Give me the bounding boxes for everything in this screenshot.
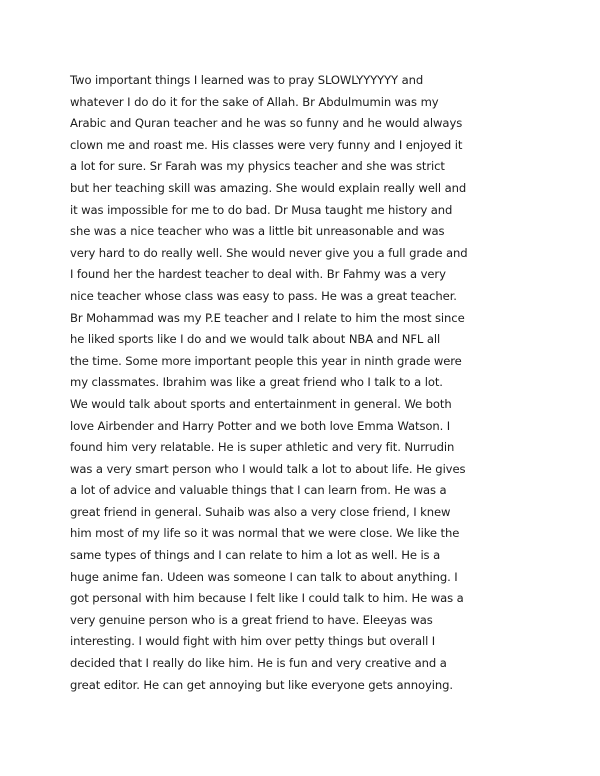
- text-line: the time. Some more important people this year in ninth grade were: [70, 353, 462, 368]
- text-line: Two important things I learned was to pray SLOWLYYYYYY and: [70, 73, 424, 87]
- text-line: found him very relatable. He is super athletic and very fit. Nurrudin: [70, 440, 455, 455]
- text-line: I found her the hardest teacher to deal with. Br Fahmy was a very: [70, 267, 446, 282]
- text-line: she was a nice teacher who was a little bit unreasonable and was: [70, 224, 445, 239]
- text-line: very hard to do really well. She would never give you a full grade and: [70, 245, 468, 260]
- body-paragraph: [70, 70, 540, 696]
- text-line: he liked sports like I do and we would talk about NBA and NFL all: [70, 332, 441, 347]
- text-line: same types of things and I can relate to him a lot as well. He is a: [70, 548, 441, 563]
- text-line: great editor. He can get annoying but like everyone gets annoying.: [70, 677, 453, 692]
- text-line: nice teacher whose class was easy to pass. He was a great teacher.: [70, 288, 457, 303]
- text-line: got personal with him because I felt like I could talk to him. He was a: [70, 591, 464, 606]
- text-line: decided that I really do like him. He is fun and very creative and a: [70, 656, 447, 671]
- text-line: great friend in general. Suhaib was also a very close friend, I knew: [70, 504, 451, 519]
- text-line: him most of my life so it was normal that we were close. We like the: [70, 526, 460, 541]
- text-line: it was impossible for me to do bad. Dr Musa taught me history and: [70, 202, 453, 217]
- text-line: very genuine person who is a great friend to have. Eleeyas was: [70, 612, 433, 627]
- text-line: whatever I do do it for the sake of Allah. Br Abdulmumin was my: [70, 94, 439, 109]
- text-line: was a very smart person who I would talk a lot to about life. He gives: [70, 461, 466, 476]
- text-line: a lot for sure. Sr Farah was my physics teacher and she was strict: [70, 159, 445, 174]
- text-line: huge anime fan. Udeen was someone I can talk to about anything. I: [70, 569, 458, 584]
- text-line: love Airbender and Harry Potter and we both love Emma Watson. I: [70, 418, 451, 433]
- text-line: but her teaching skill was amazing. She would explain really well and: [70, 180, 467, 195]
- text-line: We would talk about sports and entertainment in general. We both: [70, 396, 452, 411]
- text-line: my classmates. Ibrahim was like a great friend who I talk to a lot.: [70, 375, 443, 390]
- text-line: interesting. I would fight with him over petty things but overall I: [70, 634, 436, 649]
- text-line: Br Mohammad was my P.E teacher and I relate to him the most since: [70, 310, 465, 325]
- text-line: clown me and roast me. His classes were very funny and I enjoyed it: [70, 137, 463, 152]
- text-line: Arabic and Quran teacher and he was so funny and he would always: [70, 116, 463, 131]
- text-line: a lot of advice and valuable things that I can learn from. He was a: [70, 483, 447, 498]
